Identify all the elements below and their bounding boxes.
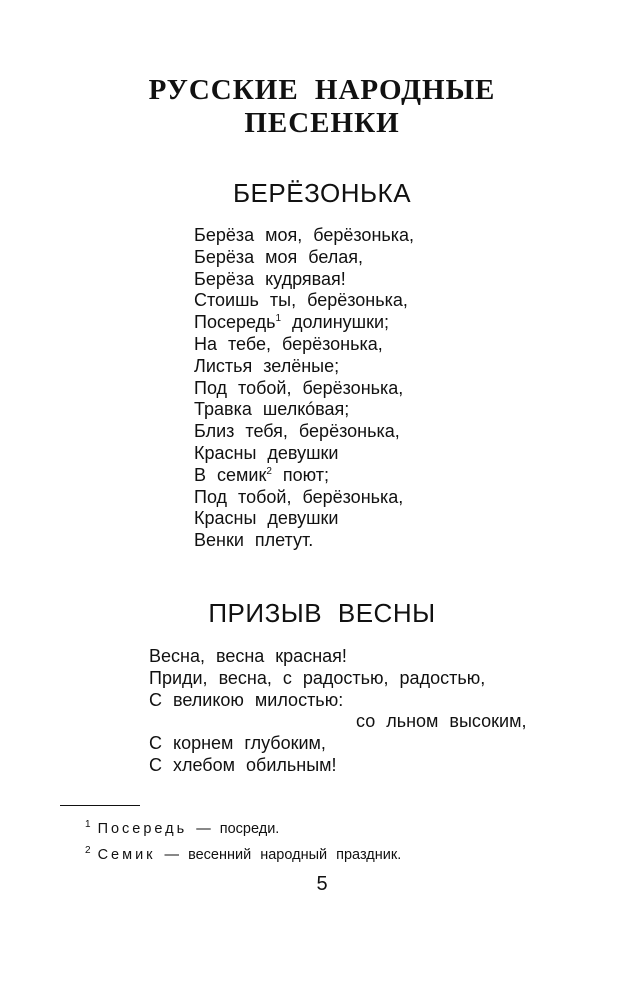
- verse-line: Венки плетут.: [194, 530, 314, 551]
- footnote-mark-1: 1: [275, 313, 282, 325]
- footnote-term: Семик: [97, 847, 156, 863]
- poem-1-heading: БЕРЁЗОНЬКА: [232, 178, 412, 208]
- verse-line: С великою милостью:: [149, 689, 344, 710]
- page-number: 5: [316, 873, 328, 895]
- verse-line: [194, 312, 414, 334]
- verse-line: С хлебом обильным!: [149, 754, 337, 775]
- verse-line: Приди, весна, с радостью, радостью,: [149, 667, 486, 688]
- verse-word: В семик: [194, 464, 267, 485]
- verse-line: Берёза моя белая,: [194, 246, 364, 267]
- verse-line: Под тобой, берёзонька,: [194, 486, 404, 507]
- footnote-text: — весенний народный праздник.: [164, 847, 402, 863]
- verse-word: Посередь: [194, 312, 276, 333]
- verse-line: [194, 465, 414, 487]
- footnote-mark-2: 2: [266, 465, 272, 477]
- verse-word: поют;: [282, 464, 330, 485]
- verse-line: со льном высоким,: [356, 711, 527, 732]
- footnote-number: 1: [85, 819, 91, 830]
- verse-line: Под тобой, берёзонька,: [194, 377, 404, 398]
- verse-line: Весна, весна красная!: [149, 646, 347, 666]
- page-title-line-1: РУССКИЕ НАРОДНЫЕ: [148, 74, 496, 106]
- verse-line: Берёза кудрявая!: [194, 268, 346, 289]
- verse-line: Красны девушки: [194, 442, 339, 463]
- verse-line: Красны девушки: [194, 508, 339, 529]
- footnote-1: [85, 819, 279, 837]
- verse-line: Стоишь ты, берёзонька,: [194, 290, 408, 311]
- verse-line: Травка шелкóвая;: [194, 399, 350, 420]
- poem-2-verse: [149, 646, 526, 777]
- verse-line: Листья зелёные;: [194, 355, 340, 376]
- footnote-2: [85, 845, 401, 863]
- verse-word: долинушки;: [292, 312, 390, 333]
- verse-line: На тебе, берёзонька,: [194, 333, 383, 354]
- page-title: [0, 74, 644, 140]
- footnote-number: 2: [85, 845, 91, 856]
- poem-1-verse: [194, 225, 414, 552]
- verse-line: Близ тебя, берёзонька,: [194, 421, 400, 442]
- page-title-line-2: ПЕСЕНКИ: [244, 107, 400, 139]
- footnote-term: Посередь: [97, 821, 188, 837]
- footnote-text: — посреди.: [196, 821, 280, 837]
- verse-line: Берёза моя, берёзонька,: [194, 225, 415, 245]
- verse-line: С корнем глубоким,: [149, 733, 326, 754]
- footnote-divider: [60, 805, 140, 806]
- poem-2-heading: ПРИЗЫВ ВЕСНЫ: [208, 598, 436, 628]
